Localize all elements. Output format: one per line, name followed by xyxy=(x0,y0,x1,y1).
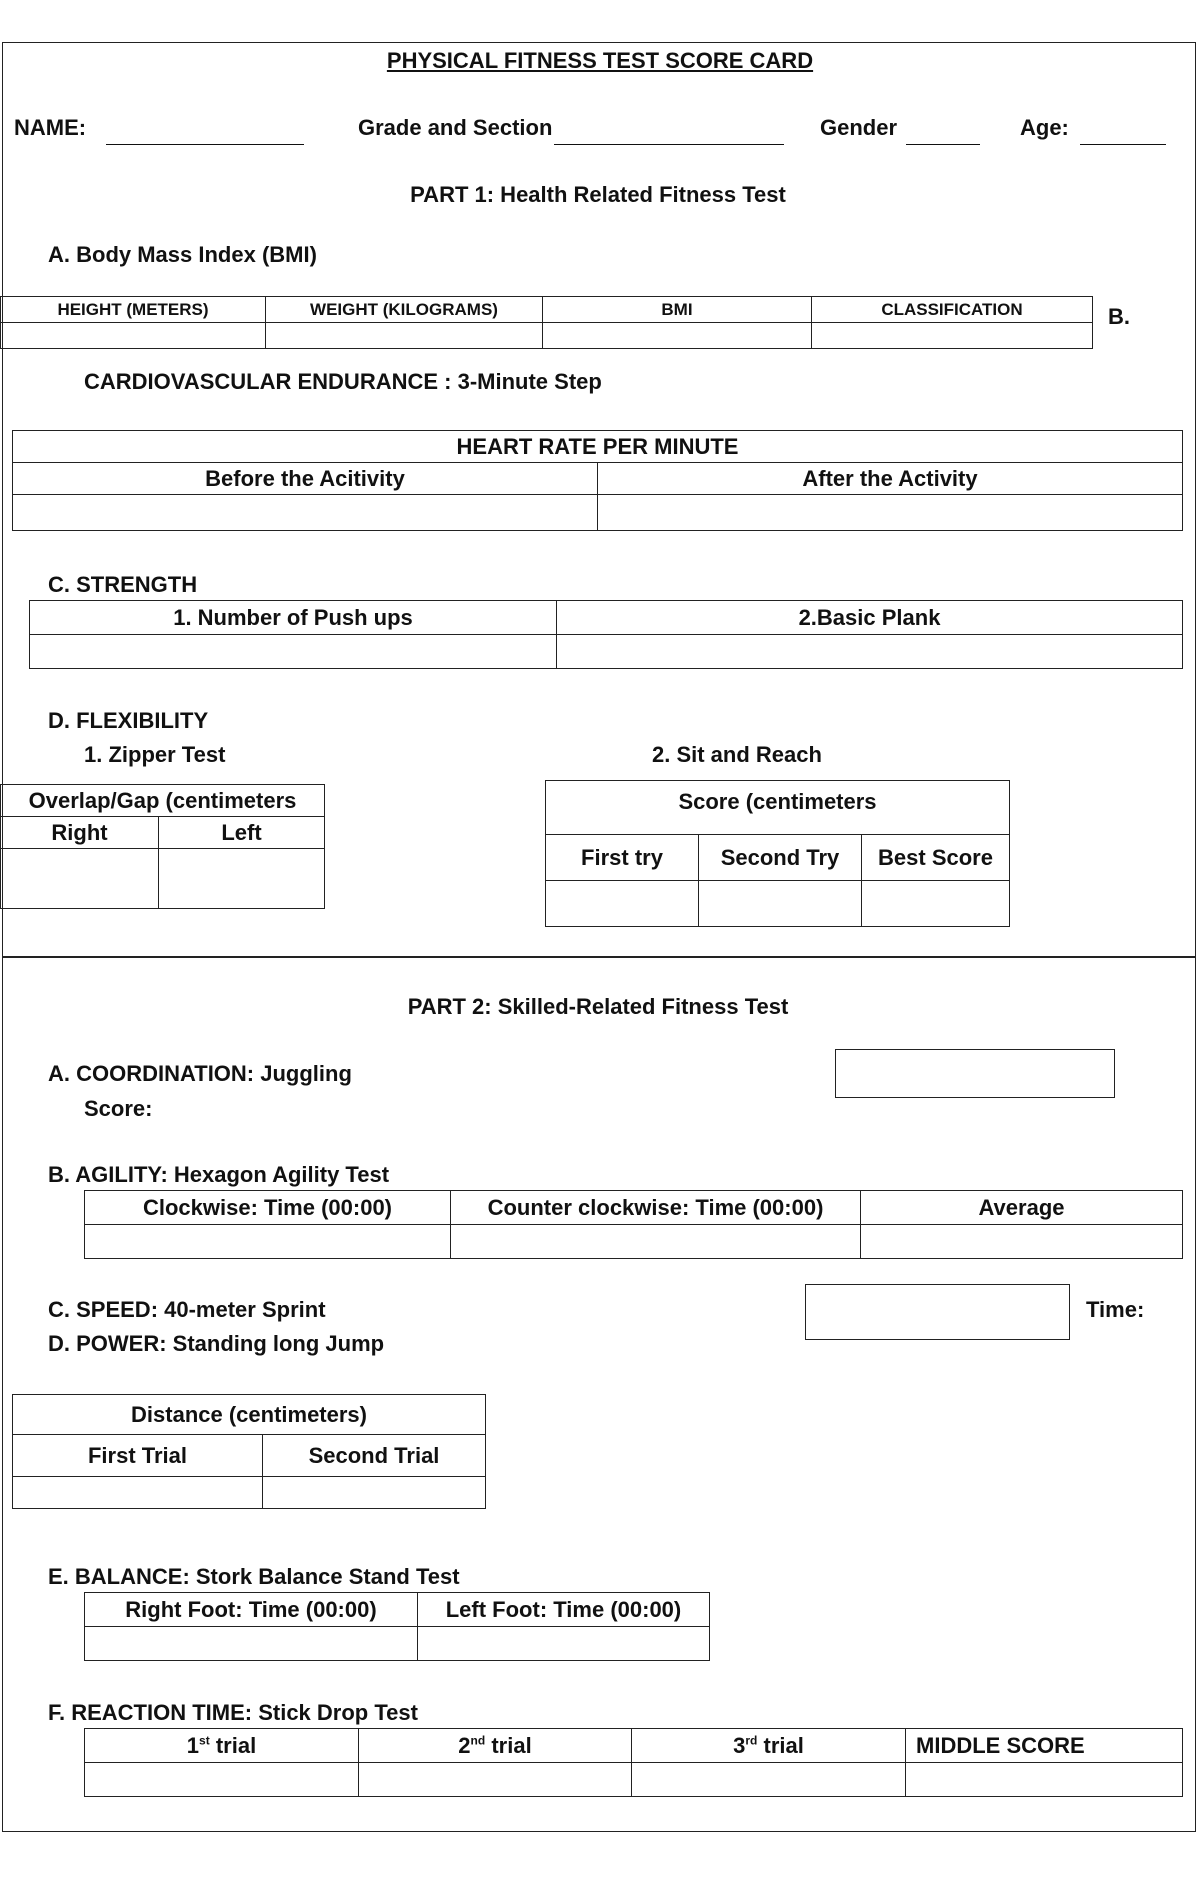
zipper-col-right: Right xyxy=(1,817,159,849)
balance-heading: E. BALANCE: Stork Balance Stand Test xyxy=(48,1564,460,1589)
cardio-heading: CARDIOVASCULAR ENDURANCE : 3-Minute Step xyxy=(84,369,602,394)
part2-title: PART 2: Skilled-Related Fitness Test xyxy=(407,994,789,1019)
power-col-second: Second Trial xyxy=(263,1435,486,1477)
plank-cell[interactable] xyxy=(557,635,1183,669)
speed-time-box[interactable] xyxy=(805,1284,1070,1340)
agility-counter-cell[interactable] xyxy=(451,1225,861,1259)
coordination-heading: A. COORDINATION: Juggling xyxy=(48,1061,352,1086)
bmi-height-cell[interactable] xyxy=(1,323,266,349)
speed-heading: C. SPEED: 40-meter Sprint xyxy=(48,1297,326,1322)
power-table xyxy=(12,1394,486,1509)
sit-reach-second-cell[interactable] xyxy=(699,881,862,927)
speed-time-label: Time: xyxy=(1086,1297,1145,1322)
zipper-test-heading: 1. Zipper Test xyxy=(84,742,226,767)
part1-title: PART 1: Health Related Fitness Test xyxy=(410,182,786,207)
balance-left-cell[interactable] xyxy=(418,1627,710,1661)
age-label: Age: xyxy=(1020,115,1069,140)
zipper-col-left: Left xyxy=(159,817,325,849)
bmi-col-weight: WEIGHT (KILOGRAMS) xyxy=(266,297,543,323)
agility-clockwise-cell[interactable] xyxy=(85,1225,451,1259)
bmi-value-cell[interactable] xyxy=(543,323,812,349)
agility-table xyxy=(84,1190,1183,1259)
reaction-table xyxy=(84,1728,1183,1797)
sit-reach-col-best: Best Score xyxy=(862,835,1010,881)
strength-table xyxy=(29,600,1183,669)
power-second-cell[interactable] xyxy=(263,1477,486,1509)
sit-reach-title: Score (centimeters xyxy=(546,781,1010,835)
flexibility-heading: D. FLEXIBILITY xyxy=(48,708,209,733)
heart-rate-table xyxy=(12,430,1183,531)
agility-col-average: Average xyxy=(861,1191,1183,1225)
agility-col-counter: Counter clockwise: Time (00:00) xyxy=(451,1191,861,1225)
heart-rate-before-cell[interactable] xyxy=(13,495,598,531)
heart-rate-col-before: Before the Acitivity xyxy=(13,463,598,495)
gender-label: Gender xyxy=(820,115,898,140)
sit-reach-best-cell[interactable] xyxy=(862,881,1010,927)
heart-rate-col-after: After the Activity xyxy=(598,463,1183,495)
gender-blank-line[interactable] xyxy=(906,144,980,145)
bmi-heading: A. Body Mass Index (BMI) xyxy=(48,242,317,267)
balance-table xyxy=(84,1592,710,1661)
power-col-first: First Trial xyxy=(13,1435,263,1477)
zipper-right-cell[interactable] xyxy=(1,849,159,909)
reaction-3rd-cell[interactable] xyxy=(632,1763,906,1797)
zipper-test-table xyxy=(0,784,325,909)
name-label: NAME: xyxy=(14,115,87,140)
heart-rate-title: HEART RATE PER MINUTE xyxy=(13,431,1183,463)
balance-right-cell[interactable] xyxy=(85,1627,418,1661)
bmi-table xyxy=(0,296,1093,349)
balance-col-left: Left Foot: Time (00:00) xyxy=(418,1593,710,1627)
strength-col-pushups: 1. Number of Push ups xyxy=(30,601,557,635)
balance-col-right: Right Foot: Time (00:00) xyxy=(85,1593,418,1627)
sit-reach-col-first: First try xyxy=(546,835,699,881)
strength-heading: C. STRENGTH xyxy=(48,572,198,597)
coordination-score-box[interactable] xyxy=(835,1049,1115,1098)
bmi-side-label: B. xyxy=(1108,304,1130,329)
agility-heading: B. AGILITY: Hexagon Agility Test xyxy=(48,1162,390,1187)
bmi-classification-cell[interactable] xyxy=(812,323,1093,349)
reaction-middle-cell[interactable] xyxy=(906,1763,1183,1797)
bmi-weight-cell[interactable] xyxy=(266,323,543,349)
agility-col-clockwise: Clockwise: Time (00:00) xyxy=(85,1191,451,1225)
coordination-score-label: Score: xyxy=(84,1096,153,1121)
heart-rate-after-cell[interactable] xyxy=(598,495,1183,531)
sit-reach-heading: 2. Sit and Reach xyxy=(652,742,822,767)
sit-reach-first-cell[interactable] xyxy=(546,881,699,927)
zipper-left-cell[interactable] xyxy=(159,849,325,909)
bmi-col-bmi: BMI xyxy=(543,297,812,323)
reaction-col-1st: 1st trial xyxy=(85,1729,359,1763)
reaction-col-2nd: 2nd trial xyxy=(359,1729,632,1763)
strength-col-plank: 2.Basic Plank xyxy=(557,601,1183,635)
reaction-1st-cell[interactable] xyxy=(85,1763,359,1797)
age-blank-line[interactable] xyxy=(1080,144,1166,145)
reaction-2nd-cell[interactable] xyxy=(359,1763,632,1797)
agility-average-cell[interactable] xyxy=(861,1225,1183,1259)
sit-reach-table xyxy=(545,780,1010,927)
page-title: PHYSICAL FITNESS TEST SCORE CARD xyxy=(386,48,814,73)
bmi-col-classification: CLASSIFICATION xyxy=(812,297,1093,323)
power-heading: D. POWER: Standing long Jump xyxy=(48,1331,385,1356)
bmi-col-height: HEIGHT (METERS) xyxy=(1,297,266,323)
grade-section-blank-line[interactable] xyxy=(554,144,784,145)
pushups-cell[interactable] xyxy=(30,635,557,669)
power-first-cell[interactable] xyxy=(13,1477,263,1509)
zipper-title: Overlap/Gap (centimeters xyxy=(1,785,325,817)
power-title: Distance (centimeters) xyxy=(13,1395,486,1435)
grade-section-label: Grade and Section xyxy=(358,115,553,140)
reaction-heading: F. REACTION TIME: Stick Drop Test xyxy=(48,1700,418,1725)
reaction-col-3rd: 3rd trial xyxy=(632,1729,906,1763)
name-blank-line[interactable] xyxy=(106,144,304,145)
reaction-col-middle: MIDDLE SCORE xyxy=(906,1729,1183,1763)
sit-reach-col-second: Second Try xyxy=(699,835,862,881)
